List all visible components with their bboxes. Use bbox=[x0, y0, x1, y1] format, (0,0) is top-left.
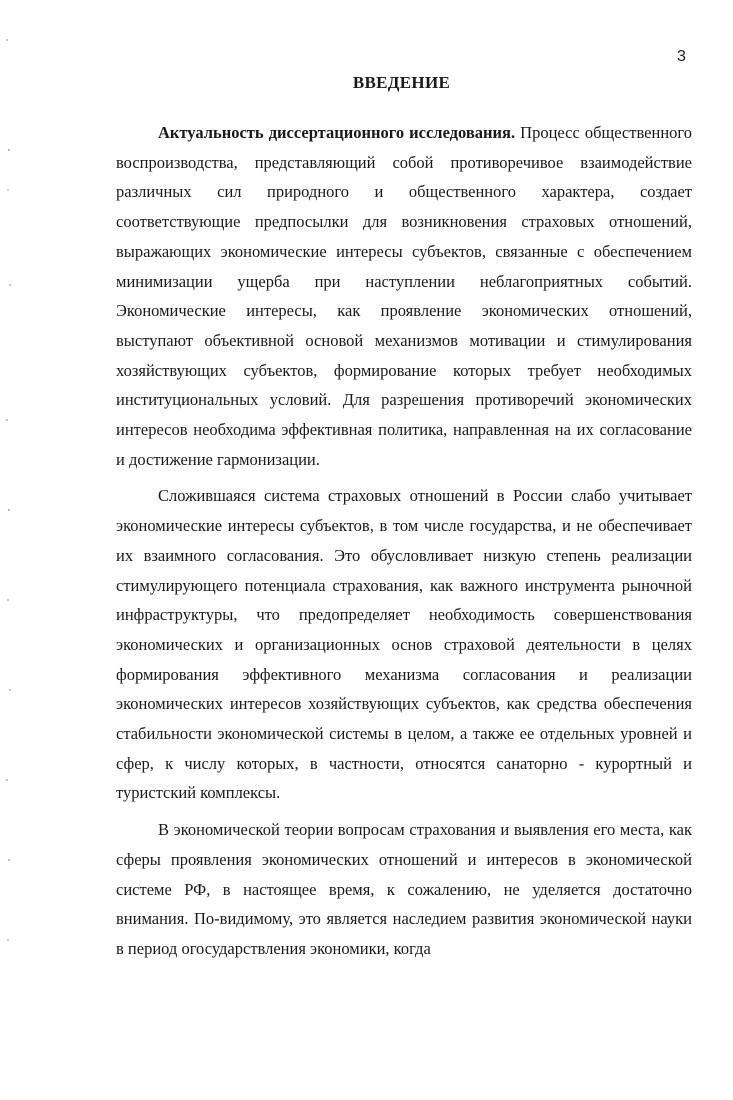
section-title: ВВЕДЕНИЕ bbox=[352, 73, 451, 92]
paragraph-insurance-system: Сложившаяся система страховых отношений в России слабо учитывает экономические интересы субъектов, в том числе государства, и не обеспечивает их взаимного согласования. Это обусловливает низкую степень реализации стимулирующего потенциала страхования, как важного инструмента рыночной инфраструктуры, что предопределяет необходимость совершенствования экономических и организационных основ страховой деятельности в целях формирования эффективного механизма согласования и реализации экономических интересов хозяйствующих субъектов, как средства обеспечения стабильности экономической системы в целом, а также ее отдельных уровней и сфер, к числу которых, в частности, относятся санаторно - курортный и туристский комплексы. bbox=[116, 486, 692, 803]
page-number: 3 bbox=[677, 48, 686, 65]
paragraph-lead-heading: Актуальность диссертационного исследования. bbox=[158, 123, 516, 142]
paragraph-economic-theory: В экономической теории вопросам страхования и выявления его места, как сферы проявления экономических отношений и интересов в экономической системе РФ, в настоящее время, к сожалению, не уделяется достаточно внимания. По-видимому, это является наследием развития экономической науки в период огосударствления экономики, когда bbox=[116, 820, 692, 958]
paragraph-relevance bbox=[116, 118, 692, 474]
body-text bbox=[116, 118, 692, 964]
scan-margin-specks bbox=[4, 0, 14, 1000]
paragraph-text: Процесс общественного воспроизводства, представляющий собой противоречивое взаимодействие различных сил природного и общественного характера, создает соответствующие предпосылки для возникновения страховых отношений, выражающих экономические интересы субъектов, связанные с обеспечением минимизации ущерба при наступлении неблагоприятных событий. Экономические интересы, как проявление экономических отношений, выступают объективной основой механизмов мотивации и стимулирования хозяйствующих субъектов, формирование которых требует необходимых институциональных условий. Для разрешения противоречий экономических интересов необходима эффективная политика, направленная на их согласование и достижение гармонизации. bbox=[116, 123, 692, 469]
